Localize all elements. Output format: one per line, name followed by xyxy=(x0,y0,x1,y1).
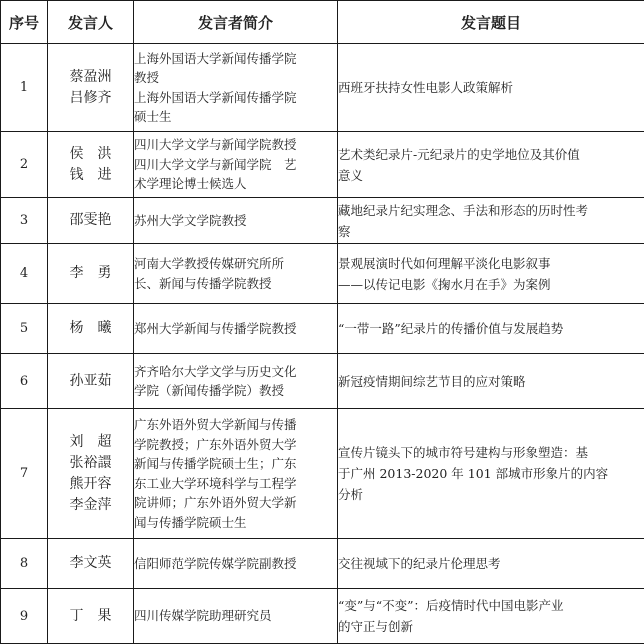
affiliation-text: 四川大学文学与新闻学院教授 四川大学文学与新闻学院 艺 术学理论博士候选人 xyxy=(134,135,337,194)
topic-text: 宣传片镜头下的城市符号建构与形象塑造：基 于广州 2013-2020 年 101 部城市形象片的内容 分析 xyxy=(338,442,644,505)
row-speakers xyxy=(48,539,134,589)
row-speakers xyxy=(48,304,134,354)
row-speakers xyxy=(48,244,134,304)
speaker-names: 李文英 xyxy=(48,553,133,574)
row-speakers xyxy=(48,198,134,244)
table-row xyxy=(1,44,644,132)
topic-text: 藏地纪录片纪实理念、手法和形态的历时性考 察 xyxy=(338,200,644,242)
speaker-names: 丁 果 xyxy=(48,606,133,627)
speaker-names: 李 勇 xyxy=(48,263,133,284)
topic-text: 西班牙扶持女性电影人政策解析 xyxy=(338,77,644,98)
row-number: 1 xyxy=(1,44,48,132)
row-affiliation xyxy=(134,132,338,198)
row-topic xyxy=(338,244,644,304)
row-speakers xyxy=(48,44,134,132)
speaker-names: 刘 超 张裕譞 熊开容 李金萍 xyxy=(48,432,133,516)
header-number: 序号 xyxy=(1,1,48,44)
row-affiliation xyxy=(134,198,338,244)
row-affiliation xyxy=(134,244,338,304)
row-number: 5 xyxy=(1,304,48,354)
row-affiliation xyxy=(134,354,338,409)
table-row xyxy=(1,304,644,354)
table-row xyxy=(1,539,644,589)
row-affiliation xyxy=(134,304,338,354)
affiliation-text: 四川传媒学院助理研究员 xyxy=(134,606,337,626)
header-affiliation: 发言者简介 xyxy=(134,1,338,44)
affiliation-text: 上海外国语大学新闻传播学院 教授 上海外国语大学新闻传播学院 硕士生 xyxy=(134,49,337,127)
row-number: 2 xyxy=(1,132,48,198)
topic-text: “一带一路”纪录片的传播价值与发展趋势 xyxy=(338,318,644,339)
row-affiliation xyxy=(134,409,338,539)
affiliation-text: 郑州大学新闻与传播学院教授 xyxy=(134,319,337,339)
row-number: 9 xyxy=(1,589,48,644)
affiliation-text: 苏州大学文学院教授 xyxy=(134,211,337,231)
speaker-names: 侯 洪 钱 进 xyxy=(48,144,133,186)
row-speakers xyxy=(48,354,134,409)
row-topic xyxy=(338,198,644,244)
header-speaker: 发言人 xyxy=(48,1,134,44)
row-topic xyxy=(338,354,644,409)
affiliation-text: 河南大学教授传媒研究所所 长、新闻与传播学院教授 xyxy=(134,254,337,293)
row-number: 8 xyxy=(1,539,48,589)
row-affiliation xyxy=(134,589,338,644)
topic-text: “变”与“不变”：后疫情时代中国电影产业 的守正与创新 xyxy=(338,595,644,637)
table-row xyxy=(1,198,644,244)
row-affiliation xyxy=(134,539,338,589)
row-topic xyxy=(338,132,644,198)
row-number: 3 xyxy=(1,198,48,244)
speaker-names: 邵雯艳 xyxy=(48,210,133,231)
row-speakers xyxy=(48,589,134,644)
row-number: 7 xyxy=(1,409,48,539)
row-topic xyxy=(338,539,644,589)
table-row xyxy=(1,589,644,644)
table-row xyxy=(1,244,644,304)
affiliation-text: 广东外语外贸大学新闻与传播 学院教授；广东外语外贸大学 新闻与传播学院硕士生；广东 东工业大学环境科学与工程学 院讲师；广东外语外贸大学新 闻与传播学院硕士生 xyxy=(134,415,337,532)
row-topic xyxy=(338,304,644,354)
row-affiliation xyxy=(134,44,338,132)
topic-text: 新冠疫情期间综艺节目的应对策略 xyxy=(338,371,644,392)
speaker-names: 蔡盈洲 吕修齐 xyxy=(48,67,133,109)
affiliation-text: 信阳师范学院传媒学院副教授 xyxy=(134,554,337,574)
table-row xyxy=(1,132,644,198)
topic-text: 交往视域下的纪录片伦理思考 xyxy=(338,553,644,574)
topic-text: 景观展演时代如何理解平淡化电影叙事 ——以传记电影《掬水月在手》为案例 xyxy=(338,253,644,295)
header-row xyxy=(1,1,644,44)
header-topic: 发言题目 xyxy=(338,1,644,44)
table-row xyxy=(1,409,644,539)
speaker-names: 杨 曦 xyxy=(48,318,133,339)
row-topic xyxy=(338,589,644,644)
row-number: 4 xyxy=(1,244,48,304)
row-number: 6 xyxy=(1,354,48,409)
speaker-names: 孙亚茹 xyxy=(48,371,133,392)
affiliation-text: 齐齐哈尔大学文学与历史文化 学院（新闻传播学院）教授 xyxy=(134,362,337,401)
row-topic xyxy=(338,409,644,539)
topic-text: 艺术类纪录片-元纪录片的史学地位及其价值 意义 xyxy=(338,144,644,186)
row-speakers xyxy=(48,409,134,539)
row-speakers xyxy=(48,132,134,198)
row-topic xyxy=(338,44,644,132)
table-row xyxy=(1,354,644,409)
